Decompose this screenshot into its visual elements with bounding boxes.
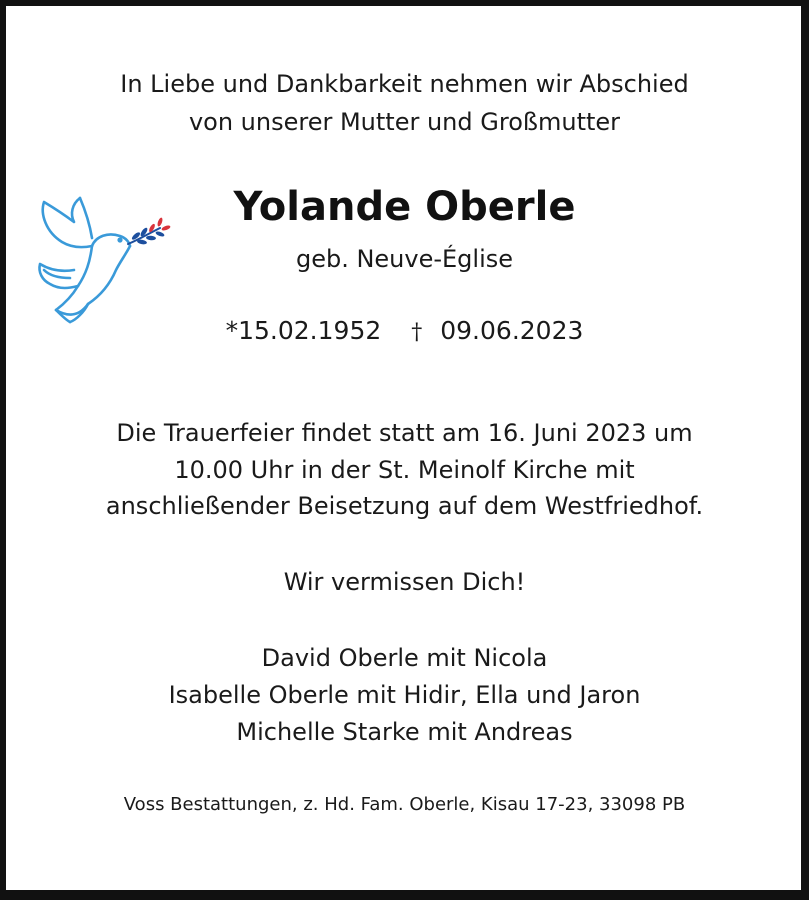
deceased-name: Yolande Oberle [233,184,576,230]
footer-address: Voss Bestattungen, z. Hd. Fam. Oberle, Kisau 17-23, 33098 PB [123,794,686,815]
family-line: Michelle Starke mit Andreas [236,718,573,746]
cross-icon: † [411,320,423,345]
death-date: 09.06.2023 [440,316,584,345]
intro-line-1: In Liebe und Dankbarkeit nehmen wir Abschied [120,70,689,98]
birth-date: *15.02.1952 [225,316,382,345]
life-dates [0,316,809,345]
ceremony-line-2: 10.00 Uhr in der St. Meinolf Kirche mit [174,456,635,484]
ceremony-line-3: anschließender Beisetzung auf dem Westfriedhof. [105,492,704,520]
ceremony-line-1: Die Trauerfeier findet statt am 16. Juni 2023 um [116,419,693,447]
family-line: Isabelle Oberle mit Hidir, Ella und Jaron [168,681,641,709]
family-line: David Oberle mit Nicola [261,644,548,672]
intro-line-2: von unserer Mutter und Großmutter [188,108,621,136]
miss-line: Wir vermissen Dich! [283,568,526,596]
birth-name: geb. Neuve-Église [295,245,514,273]
